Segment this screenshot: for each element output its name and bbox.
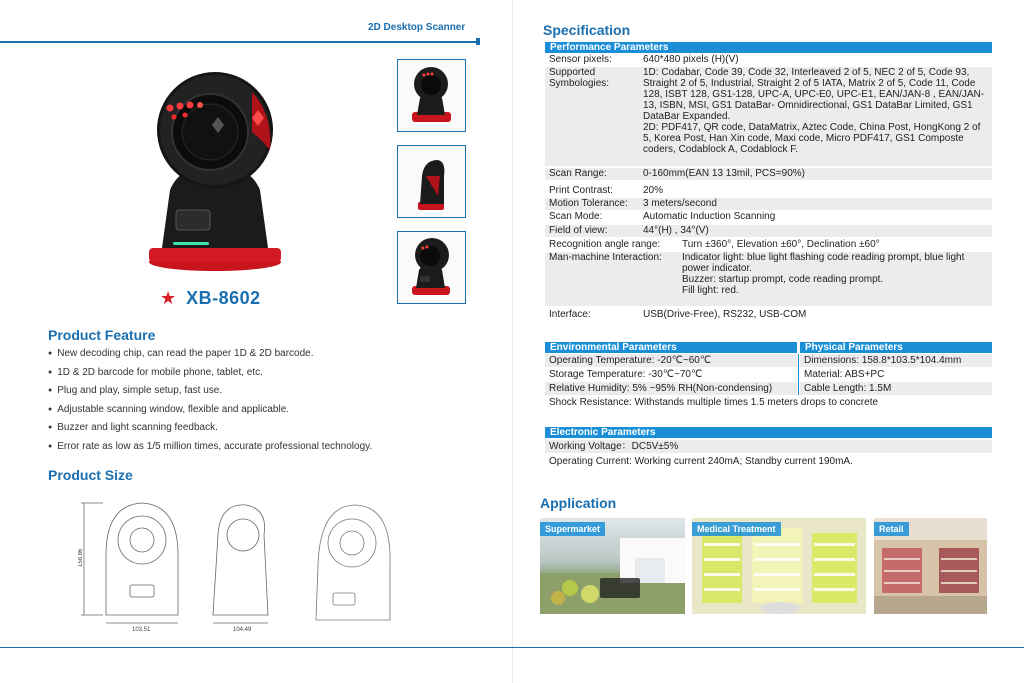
application-retail bbox=[874, 518, 987, 614]
electronic-header: Electronic Parameters bbox=[545, 427, 992, 438]
spec-key: Interface: bbox=[549, 309, 591, 320]
elec-row: Operating Current: Working current 240mA; Standby current 190mA. bbox=[549, 456, 853, 467]
thumbnail-angle[interactable] bbox=[397, 231, 466, 304]
spec-key: Recognition angle range: bbox=[549, 239, 661, 250]
interaction-buzzer: Buzzer: startup prompt, code reading prompt. bbox=[682, 274, 884, 285]
thumbnail-side[interactable] bbox=[397, 145, 466, 218]
spec-row bbox=[545, 225, 992, 237]
spec-row bbox=[545, 239, 992, 251]
specification-title: Specification bbox=[543, 22, 631, 38]
elec-row: Working Voltage：DC5V±5% bbox=[545, 440, 992, 453]
height-dim: 158.86 bbox=[78, 548, 84, 567]
spec-row bbox=[545, 309, 992, 321]
interaction-light: Indicator light: blue light flashing code reading prompt, blue light power indicator. bbox=[682, 252, 965, 274]
spec-row bbox=[545, 198, 992, 210]
model-name: XB-8602 bbox=[186, 288, 261, 308]
spec-key: Scan Range: bbox=[549, 168, 607, 179]
spec-value: 44°(H) , 34°(V) bbox=[643, 225, 709, 236]
feature-item: ● Error rate as low as 1/5 million times, accurate professional technology. bbox=[48, 438, 372, 457]
star-icon: ★ bbox=[160, 288, 177, 308]
width-dim: 103.51 bbox=[132, 627, 151, 633]
spec-row-symbologies bbox=[545, 67, 992, 166]
physical-header: Physical Parameters bbox=[800, 342, 992, 353]
feature-item: ● Plug and play, simple setup, fast use. bbox=[48, 382, 372, 401]
column-divider bbox=[798, 354, 799, 395]
env-row: Operating Temperature: -20℃~60℃ bbox=[545, 354, 797, 367]
spec-key: Motion Tolerance: bbox=[549, 198, 628, 209]
depth-dim: 104.49 bbox=[233, 627, 252, 633]
application-medical bbox=[692, 518, 866, 614]
shock-row: Shock Resistance: Withstands multiple times 1.5 meters drops to concrete bbox=[549, 397, 879, 408]
scanner-side-thumb bbox=[398, 146, 465, 217]
spec-value: 0-160mm(EAN 13 13mil, PCS=90%) bbox=[643, 168, 806, 179]
scanner-angle-thumb bbox=[398, 232, 465, 303]
env-row: Storage Temperature: -30℃~70℃ bbox=[549, 369, 703, 380]
model-label bbox=[160, 288, 261, 309]
thumbnail-front[interactable] bbox=[397, 59, 466, 132]
spec-value: 20% bbox=[643, 185, 664, 196]
phys-row: Cable Length: 1.5M bbox=[800, 382, 992, 395]
feature-item: ● Buzzer and light scanning feedback. bbox=[48, 419, 372, 438]
dimension-drawings bbox=[78, 495, 398, 635]
scanner-hero-image bbox=[140, 70, 290, 275]
spec-row bbox=[545, 211, 992, 223]
feature-item: ● 1D & 2D barcode for mobile phone, tablet, etc. bbox=[48, 364, 372, 383]
env-row: Relative Humidity: 5% ~95% RH(Non-condensing) bbox=[545, 382, 797, 395]
spec-row-interaction bbox=[545, 252, 992, 306]
spec-value bbox=[682, 252, 988, 296]
spec-value: 3 meters/second bbox=[643, 198, 717, 209]
spec-key: Sensor pixels: bbox=[549, 54, 612, 65]
environmental-header: Environmental Parameters bbox=[545, 342, 797, 353]
symbologies-1d: 1D: Codabar, Code 39, Code 32, Interleaved 2 of 5, NEC 2 of 5, Code 93, Straight 2 of 5, Industrial, Straight 2 of 5 IATA, Matrix 2 of 5, Code 11, Code 128, ISBT 128, GS1-128, UPC-A, UPC-E0, UPC-E1, EAN/JAN-8 , EAN/JAN-13, ISBN, MSI, GS1 DataBar- Omnidirectional, GS1 DataBar Limited, GS1 DataBar Expanded. bbox=[643, 67, 985, 122]
spec-value: Automatic Induction Scanning bbox=[643, 211, 776, 222]
scanner-front-thumb bbox=[398, 60, 465, 131]
feature-list bbox=[48, 345, 372, 456]
product-feature-title: Product Feature bbox=[48, 327, 156, 343]
header-rule-end bbox=[476, 38, 480, 45]
feature-item: ● New decoding chip, can read the paper 1D & 2D barcode. bbox=[48, 345, 372, 364]
header-label: 2D Desktop Scanner bbox=[368, 22, 466, 33]
phys-row: Dimensions: 158.8*103.5*104.4mm bbox=[800, 354, 992, 367]
spec-row bbox=[545, 168, 992, 180]
application-caption: Retail bbox=[874, 522, 909, 536]
product-size-title: Product Size bbox=[48, 467, 133, 483]
footer-rule bbox=[0, 647, 1024, 648]
header-rule bbox=[0, 41, 478, 43]
spec-key: Scan Mode: bbox=[549, 211, 603, 222]
spec-value: Turn ±360°, Elevation ±60°, Declination ±60° bbox=[682, 239, 880, 250]
symbologies-2d: 2D: PDF417, QR code, DataMatrix, Aztec Code, China Post, HongKong 2 of 5, Korea Post, Han Xin code, Maxi code, Micro PDF417, GS1 Composte coders, Codablock A, Codablock F. bbox=[643, 122, 981, 155]
feature-item: ● Adjustable scanning window, flexible and applicable. bbox=[48, 401, 372, 420]
interaction-fill: Fill light: red. bbox=[682, 285, 739, 296]
spec-value: USB(Drive-Free), RS232, USB-COM bbox=[643, 309, 807, 320]
application-supermarket bbox=[540, 518, 685, 614]
performance-header: Performance Parameters bbox=[545, 42, 992, 53]
spec-value bbox=[643, 67, 988, 155]
application-title: Application bbox=[540, 495, 617, 511]
spec-key: Man-machine Interaction: bbox=[549, 252, 662, 263]
phys-row: Material: ABS+PC bbox=[804, 369, 885, 380]
spec-key: Supported Symbologies: bbox=[549, 67, 610, 89]
spec-key: Field of view: bbox=[549, 225, 608, 236]
spec-key: Print Contrast: bbox=[549, 185, 613, 196]
application-caption: Medical Treatment bbox=[692, 522, 781, 536]
spec-row bbox=[545, 54, 992, 66]
spec-row bbox=[545, 185, 992, 197]
page-fold bbox=[512, 0, 513, 683]
application-caption: Supermarket bbox=[540, 522, 605, 536]
spec-value: 640*480 pixels (H)(V) bbox=[643, 54, 739, 65]
